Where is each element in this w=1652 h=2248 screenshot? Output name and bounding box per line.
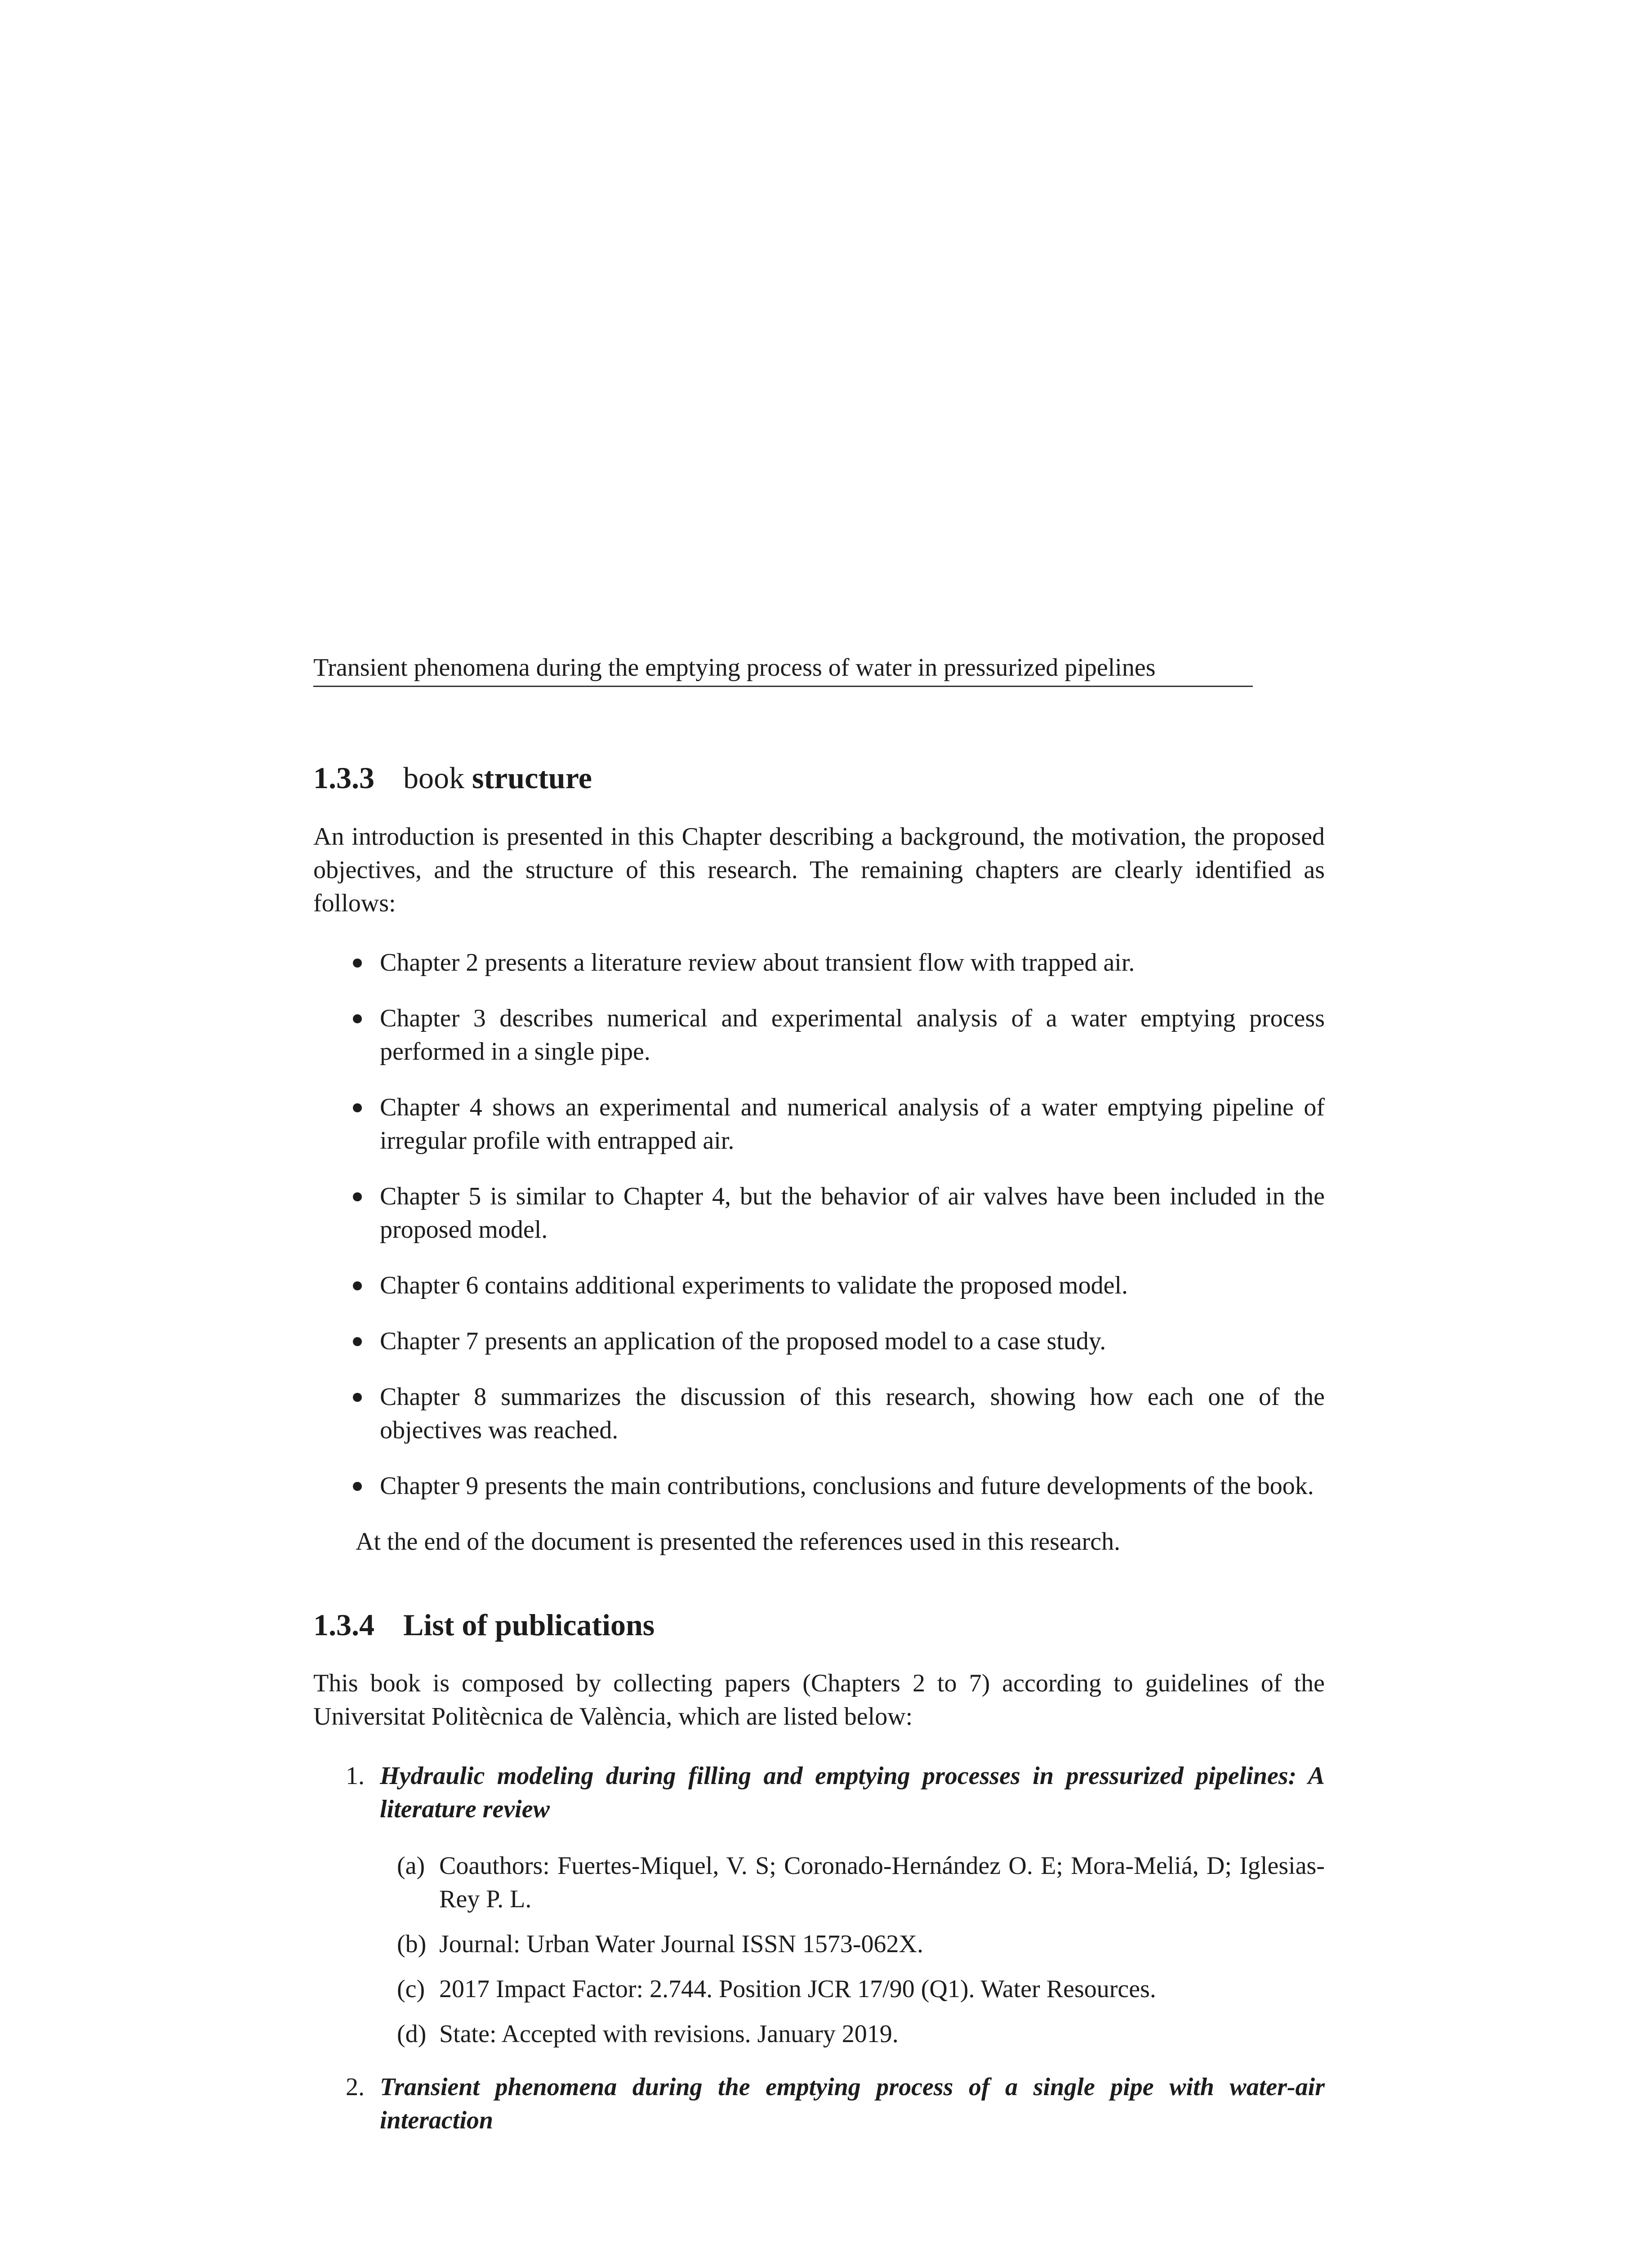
- bullet-icon: [353, 1281, 362, 1290]
- section-intro-paragraph: An introduction is presented in this Chapter describing a background, the motivation, the proposed objectives, and the structure of this research. The remaining chapters are clearly identified as follows:: [313, 822, 1325, 917]
- page-content: [313, 760, 1325, 2157]
- list-item: [313, 1269, 1325, 1302]
- section-heading-1-3-3: [313, 760, 1325, 797]
- list-item: [313, 1002, 1325, 1068]
- publication-detail: [380, 2017, 1325, 2051]
- publication-details: [380, 1849, 1325, 2051]
- section-number: 1.3.3: [313, 761, 374, 795]
- detail-text: Journal: Urban Water Journal ISSN 1573-062X.: [439, 1930, 923, 1958]
- list-item-text: Chapter 3 describes numerical and experimental analysis of a water emptying process performed in a single pipe.: [380, 1004, 1325, 1066]
- list-item-text: Chapter 7 presents an application of the proposed model to a case study.: [380, 1327, 1106, 1355]
- list-item-text: Chapter 2 presents a literature review about transient flow with trapped air.: [380, 948, 1135, 977]
- bullet-icon: [353, 1014, 362, 1023]
- list-item-text: Chapter 9 presents the main contributions, conclusions and future developments of the book.: [380, 1472, 1314, 1500]
- section-number: 1.3.4: [313, 1607, 374, 1642]
- list-item: [313, 1380, 1325, 1447]
- detail-text: State: Accepted with revisions. January 2019.: [439, 2020, 899, 2048]
- publication-list: [313, 1759, 1325, 2137]
- detail-text: 2017 Impact Factor: 2.744. Position JCR 17/90 (Q1). Water Resources.: [439, 1975, 1156, 2003]
- list-item: [313, 1469, 1325, 1503]
- section-heading-1-3-4: [313, 1607, 1325, 1644]
- list-item-text: Chapter 4 shows an experimental and numerical analysis of a water emptying pipeline of irregular profile with entrapped air.: [380, 1093, 1325, 1155]
- bullet-icon: [353, 1337, 362, 1346]
- list-item-text: Chapter 5 is similar to Chapter 4, but the behavior of air valves have been included in the proposed model.: [380, 1182, 1325, 1244]
- publication-title: Hydraulic modeling during filling and emptying processes in pressurized pipelines: A literature review: [380, 1762, 1325, 1824]
- bullet-icon: [353, 959, 362, 968]
- publication-item: [313, 2070, 1325, 2137]
- publication-title: Transient phenomena during the emptying process of a single pipe with water-air interaction: [380, 2073, 1325, 2135]
- publication-number: 2.: [346, 2073, 365, 2101]
- list-item: [313, 1325, 1325, 1358]
- list-item: [313, 946, 1325, 979]
- detail-label: (d): [397, 2020, 427, 2048]
- bullet-icon: [353, 1192, 362, 1201]
- publication-item: [313, 1759, 1325, 2051]
- publication-detail: [380, 1849, 1325, 1916]
- list-item-text: Chapter 6 contains additional experiments to validate the proposed model.: [380, 1271, 1128, 1299]
- list-item: [313, 1091, 1325, 1157]
- detail-text: Coauthors: Fuertes-Miquel, V. S; Coronado-Hernández O. E; Mora-Meliá, D; Iglesias-Rey P. L.: [439, 1852, 1325, 1913]
- bullet-icon: [353, 1482, 362, 1491]
- running-header-title: Transient phenomena during the emptying process of water in pressurized pipelines: [313, 654, 1156, 682]
- running-header: [313, 654, 1253, 687]
- section-title-part1: book: [403, 761, 464, 795]
- closing-paragraph: At the end of the document is presented the references used in this research.: [356, 1527, 1121, 1556]
- bullet-icon: [353, 1393, 362, 1402]
- list-item-text: Chapter 8 summarizes the discussion of this research, showing how each one of the objectives was reached.: [380, 1383, 1325, 1444]
- publication-detail: [380, 1927, 1325, 1961]
- detail-label: (c): [397, 1975, 425, 2003]
- list-item: [313, 1180, 1325, 1246]
- chapter-list: [313, 946, 1325, 1503]
- publications-section: [313, 1607, 1325, 2137]
- detail-label: (a): [397, 1852, 425, 1880]
- section-title-part2: structure: [472, 761, 592, 795]
- publication-detail: [380, 1972, 1325, 2006]
- detail-label: (b): [397, 1930, 427, 1958]
- publications-intro-paragraph: This book is composed by collecting papers (Chapters 2 to 7) according to guidelines of the Universitat Politècnica de València, which are listed below:: [313, 1669, 1325, 1731]
- section-title: List of publications: [403, 1607, 655, 1642]
- publication-number: 1.: [346, 1762, 365, 1790]
- bullet-icon: [353, 1103, 362, 1112]
